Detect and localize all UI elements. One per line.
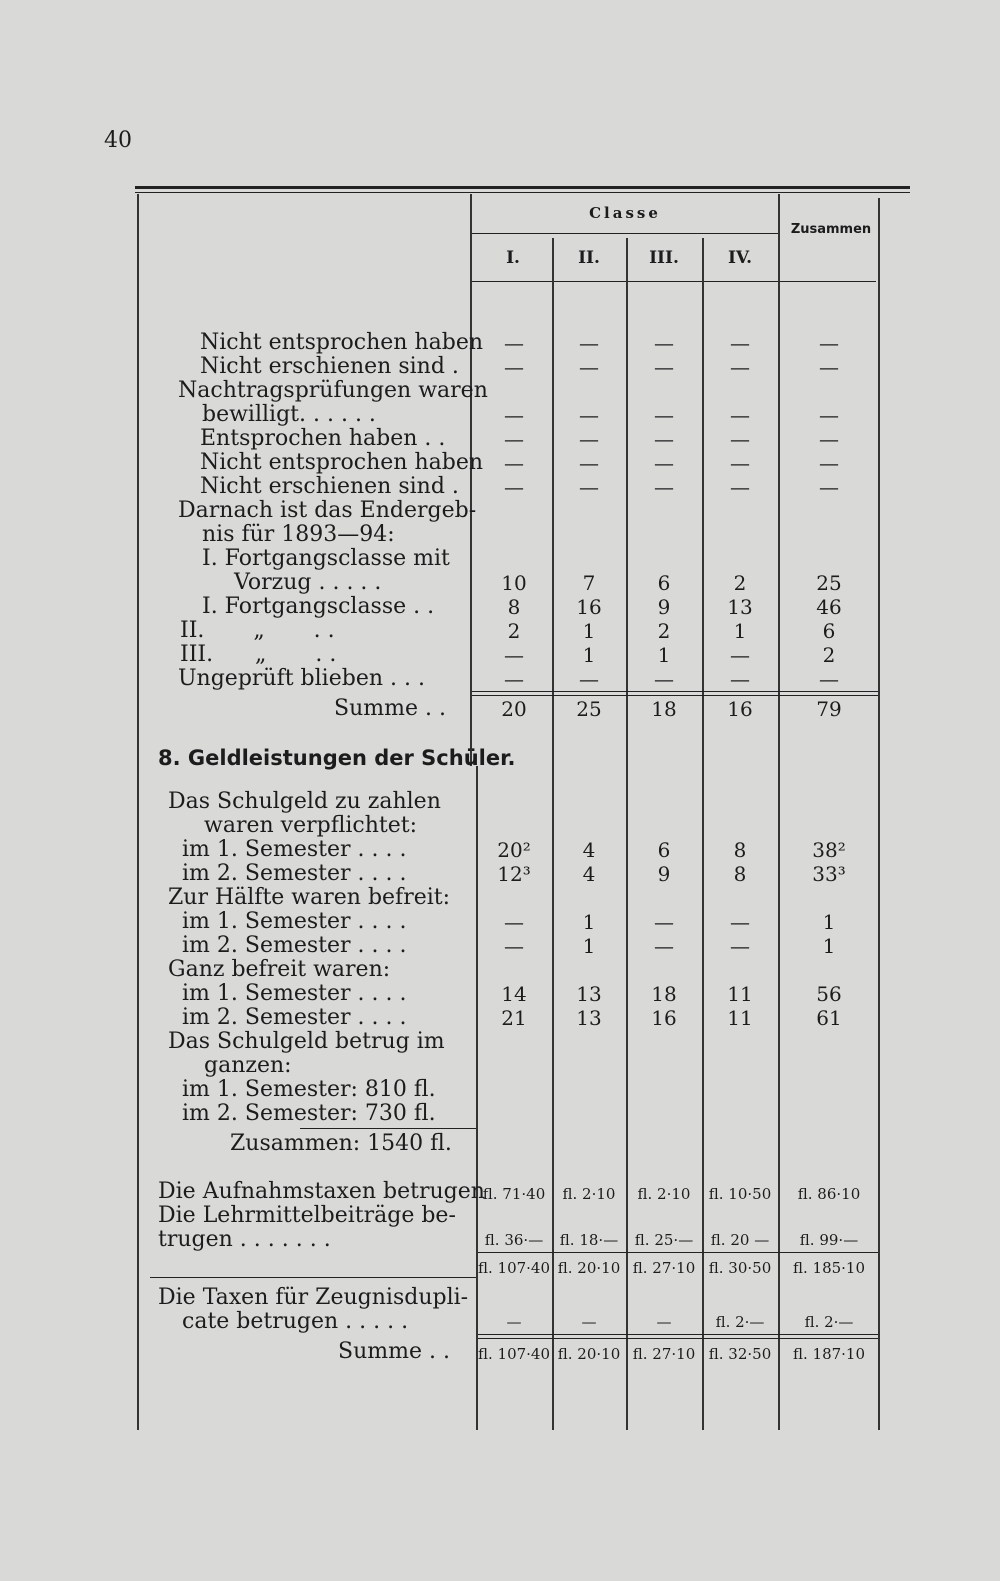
table-cell: — bbox=[730, 667, 750, 691]
table-cell: 13 bbox=[576, 1006, 602, 1030]
table-cell: 1 bbox=[582, 910, 596, 934]
table-cell: — bbox=[504, 427, 524, 451]
table-cell: fl. 2·— bbox=[715, 1313, 765, 1331]
section-title: 8. Geldleistungen der Schüler. bbox=[158, 746, 516, 770]
table-cell: — bbox=[504, 643, 524, 667]
table-cell: — bbox=[730, 934, 750, 958]
row-c-label: Summe . . bbox=[338, 1339, 450, 1364]
table-cell: — bbox=[819, 451, 839, 475]
row-a-label: Nachtragsprüfungen waren bbox=[178, 378, 488, 403]
classe-rule bbox=[472, 233, 778, 234]
table-cell: fl. 36·— bbox=[484, 1231, 544, 1249]
table-cell: fl. 27·10 bbox=[632, 1259, 696, 1277]
table-cell: 18 bbox=[651, 697, 677, 721]
table-cell: 13 bbox=[576, 982, 602, 1006]
table-cell: — bbox=[656, 1313, 672, 1331]
table-cell: — bbox=[579, 331, 599, 355]
table-cell: — bbox=[819, 667, 839, 691]
table-cell: 11 bbox=[727, 982, 753, 1006]
row-b-label: Zur Hälfte waren befreit: bbox=[168, 885, 451, 910]
table-cell: 20 bbox=[501, 697, 527, 721]
table-cell: — bbox=[504, 451, 524, 475]
table-cell: — bbox=[579, 475, 599, 499]
table-cell: 6 bbox=[822, 619, 836, 643]
zusammen-rule bbox=[300, 1128, 476, 1129]
table-cell: fl. 32·50 bbox=[708, 1345, 772, 1363]
table-cell: — bbox=[504, 910, 524, 934]
row-b-label: im 2. Semester . . . . bbox=[182, 933, 407, 958]
final-rule-2 bbox=[478, 1338, 878, 1339]
table-cell: — bbox=[730, 427, 750, 451]
row-a-label: Darnach ist das Endergeb- bbox=[178, 498, 477, 523]
header-bottom-rule bbox=[472, 281, 876, 282]
table-cell: fl. 2·— bbox=[804, 1313, 854, 1331]
table-cell: 16 bbox=[651, 1006, 677, 1030]
table-cell: — bbox=[504, 475, 524, 499]
table-cell: fl. 107·40 bbox=[477, 1345, 551, 1363]
table-cell: 9 bbox=[657, 595, 671, 619]
final-rule bbox=[478, 1334, 878, 1335]
table-cell: 33³ bbox=[812, 862, 846, 886]
table-cell: — bbox=[579, 403, 599, 427]
row-b-label: im 2. Semester . . . . bbox=[182, 861, 407, 886]
table-cell: — bbox=[819, 331, 839, 355]
table-cell: 4 bbox=[582, 862, 596, 886]
table-cell: 16 bbox=[576, 595, 602, 619]
table-cell: 12³ bbox=[497, 862, 531, 886]
table-cell: 7 bbox=[582, 571, 596, 595]
row-a-label: Vorzug . . . . . bbox=[234, 570, 382, 595]
table-cell: 1 bbox=[733, 619, 747, 643]
table-cell: — bbox=[654, 910, 674, 934]
table-cell: fl. 27·10 bbox=[632, 1345, 696, 1363]
top-rule-thin bbox=[135, 192, 910, 193]
row-c-label: trugen . . . . . . . bbox=[158, 1227, 331, 1252]
table-cell: 25 bbox=[816, 571, 842, 595]
table-cell: 2 bbox=[507, 619, 521, 643]
top-rule bbox=[135, 186, 910, 189]
table-cell: 14 bbox=[501, 982, 527, 1006]
table-cell: — bbox=[579, 667, 599, 691]
row-b-label: im 1. Semester . . . . bbox=[182, 837, 407, 862]
table-cell: 4 bbox=[582, 838, 596, 862]
table-cell: 1 bbox=[582, 619, 596, 643]
table-cell: — bbox=[819, 427, 839, 451]
table-cell: — bbox=[654, 451, 674, 475]
table-cell: 10 bbox=[501, 571, 527, 595]
table-cell: — bbox=[579, 427, 599, 451]
table-cell: 1 bbox=[582, 934, 596, 958]
row-a-label: Nicht entsprochen haben bbox=[200, 450, 484, 475]
table-cell: 2 bbox=[657, 619, 671, 643]
row-b-label: Das Schulgeld zu zahlen bbox=[168, 789, 441, 814]
row-a-label: I. Fortgangsclasse mit bbox=[202, 546, 450, 571]
table-cell: 8 bbox=[733, 838, 747, 862]
table-cell: fl. 187·10 bbox=[792, 1345, 866, 1363]
table-cell: — bbox=[730, 910, 750, 934]
table-cell: 6 bbox=[657, 838, 671, 862]
row-c-label: Die Taxen für Zeugnisdupli- bbox=[158, 1285, 469, 1310]
header-classe: Classe bbox=[589, 204, 661, 222]
table-cell: 13 bbox=[727, 595, 753, 619]
table-cell: 1 bbox=[822, 934, 836, 958]
table-cell: 20² bbox=[497, 838, 531, 862]
table-cell: — bbox=[504, 355, 524, 379]
table-cell: fl. 71·40 bbox=[482, 1185, 546, 1203]
table-cell: fl. 25·— bbox=[634, 1231, 694, 1249]
row-b-label: waren verpflichtet: bbox=[204, 813, 418, 838]
table-cell: 21 bbox=[501, 1006, 527, 1030]
table-cell: 1 bbox=[657, 643, 671, 667]
table-cell: fl. 18·— bbox=[559, 1231, 619, 1249]
header-zusammen: Zusammen bbox=[790, 222, 872, 237]
table-cell: fl. 2·10 bbox=[637, 1185, 691, 1203]
table-cell: 11 bbox=[727, 1006, 753, 1030]
col-sep-label bbox=[470, 194, 472, 766]
table-cell: — bbox=[581, 1313, 597, 1331]
row-a-label: Summe . . bbox=[334, 696, 446, 721]
table-cell: 25 bbox=[576, 697, 602, 721]
table-cell: — bbox=[579, 355, 599, 379]
table-cell: — bbox=[506, 1313, 522, 1331]
table-cell: fl. 2·10 bbox=[562, 1185, 616, 1203]
table-cell: 2 bbox=[822, 643, 836, 667]
table-cell: 2 bbox=[733, 571, 747, 595]
header-col-3: III. bbox=[649, 248, 679, 268]
header-col-2: II. bbox=[578, 248, 600, 268]
row-b-label: Das Schulgeld betrug im bbox=[168, 1029, 445, 1054]
table-cell: — bbox=[654, 331, 674, 355]
table-cell: 56 bbox=[816, 982, 842, 1006]
table-cell: fl. 107·40 bbox=[477, 1259, 551, 1277]
row-a-label: Ungeprüft blieben . . . bbox=[178, 666, 425, 691]
row-a-label: I. Fortgangsclasse . . bbox=[202, 594, 435, 619]
table-cell: fl. 185·10 bbox=[792, 1259, 866, 1277]
row-a-label: III. „ . . bbox=[180, 642, 337, 667]
table-cell: — bbox=[730, 403, 750, 427]
row-b-label: Ganz befreit waren: bbox=[168, 957, 391, 982]
row-b-label: im 1. Semester . . . . bbox=[182, 981, 407, 1006]
table-cell: — bbox=[504, 667, 524, 691]
table-cell: — bbox=[654, 403, 674, 427]
row-a-label: nis für 1893—94: bbox=[202, 522, 395, 547]
row-b-label: Zusammen: 1540 fl. bbox=[230, 1131, 452, 1156]
table-cell: — bbox=[819, 475, 839, 499]
table-cell: — bbox=[654, 934, 674, 958]
table-cell: 61 bbox=[816, 1006, 842, 1030]
table-cell: — bbox=[654, 667, 674, 691]
row-b-label: ganzen: bbox=[204, 1053, 292, 1078]
table-cell: — bbox=[730, 643, 750, 667]
row-c-label: Die Lehrmittelbeiträge be- bbox=[158, 1203, 456, 1228]
table-cell: — bbox=[819, 355, 839, 379]
table-cell: — bbox=[730, 331, 750, 355]
table-cell: fl. 10·50 bbox=[708, 1185, 772, 1203]
header-col-4: IV. bbox=[727, 248, 753, 268]
row-a-label: Nicht erschienen sind . bbox=[200, 474, 459, 499]
table-cell: 38² bbox=[812, 838, 846, 862]
header-col-1: I. bbox=[506, 248, 520, 268]
table-cell: fl. 20 — bbox=[710, 1231, 770, 1249]
table-cell: fl. 99·— bbox=[799, 1231, 859, 1249]
table-cell: fl. 20·10 bbox=[557, 1345, 621, 1363]
table-cell: — bbox=[730, 451, 750, 475]
row-b-label: im 2. Semester: 730 fl. bbox=[182, 1101, 436, 1126]
table-cell: fl. 30·50 bbox=[708, 1259, 772, 1277]
table-cell: fl. 20·10 bbox=[557, 1259, 621, 1277]
row-b-label: im 2. Semester . . . . bbox=[182, 1005, 407, 1030]
table-cell: 1 bbox=[582, 643, 596, 667]
table-cell: 6 bbox=[657, 571, 671, 595]
row-c-label: cate betrugen . . . . . bbox=[182, 1309, 409, 1334]
table-cell: — bbox=[504, 403, 524, 427]
table-cell: — bbox=[654, 355, 674, 379]
table-cell: — bbox=[504, 934, 524, 958]
summe-rule bbox=[472, 691, 878, 692]
right-border bbox=[878, 198, 880, 1430]
row-c-label: Die Aufnahmstaxen betrugen bbox=[158, 1179, 485, 1204]
subtotal-rule-left bbox=[150, 1277, 476, 1278]
row-b-label: im 1. Semester: 810 fl. bbox=[182, 1077, 436, 1102]
table-cell: — bbox=[654, 427, 674, 451]
table-cell: 46 bbox=[816, 595, 842, 619]
table-cell: — bbox=[730, 475, 750, 499]
table-cell: — bbox=[819, 403, 839, 427]
row-a-label: II. „ . . bbox=[180, 618, 335, 643]
row-a-label: Entsprochen haben . . bbox=[200, 426, 446, 451]
table-cell: 79 bbox=[816, 697, 842, 721]
row-a-label: bewilligt. . . . . . bbox=[202, 402, 376, 427]
table-cell: — bbox=[730, 355, 750, 379]
table-cell: 9 bbox=[657, 862, 671, 886]
row-a-label: Nicht erschienen sind . bbox=[200, 354, 459, 379]
table-cell: — bbox=[579, 451, 599, 475]
table-cell: — bbox=[654, 475, 674, 499]
row-a-label: Nicht entsprochen haben bbox=[200, 330, 484, 355]
summe-rule-2 bbox=[472, 695, 878, 696]
table-cell: 8 bbox=[507, 595, 521, 619]
page-number: 40 bbox=[104, 128, 132, 153]
table-cell: 1 bbox=[822, 910, 836, 934]
table-cell: 18 bbox=[651, 982, 677, 1006]
table-cell: 16 bbox=[727, 697, 753, 721]
row-b-label: im 1. Semester . . . . bbox=[182, 909, 407, 934]
table-cell: 8 bbox=[733, 862, 747, 886]
table-cell: — bbox=[504, 331, 524, 355]
subtotal-rule bbox=[478, 1252, 878, 1253]
table-cell: fl. 86·10 bbox=[797, 1185, 861, 1203]
left-border bbox=[137, 194, 139, 1430]
